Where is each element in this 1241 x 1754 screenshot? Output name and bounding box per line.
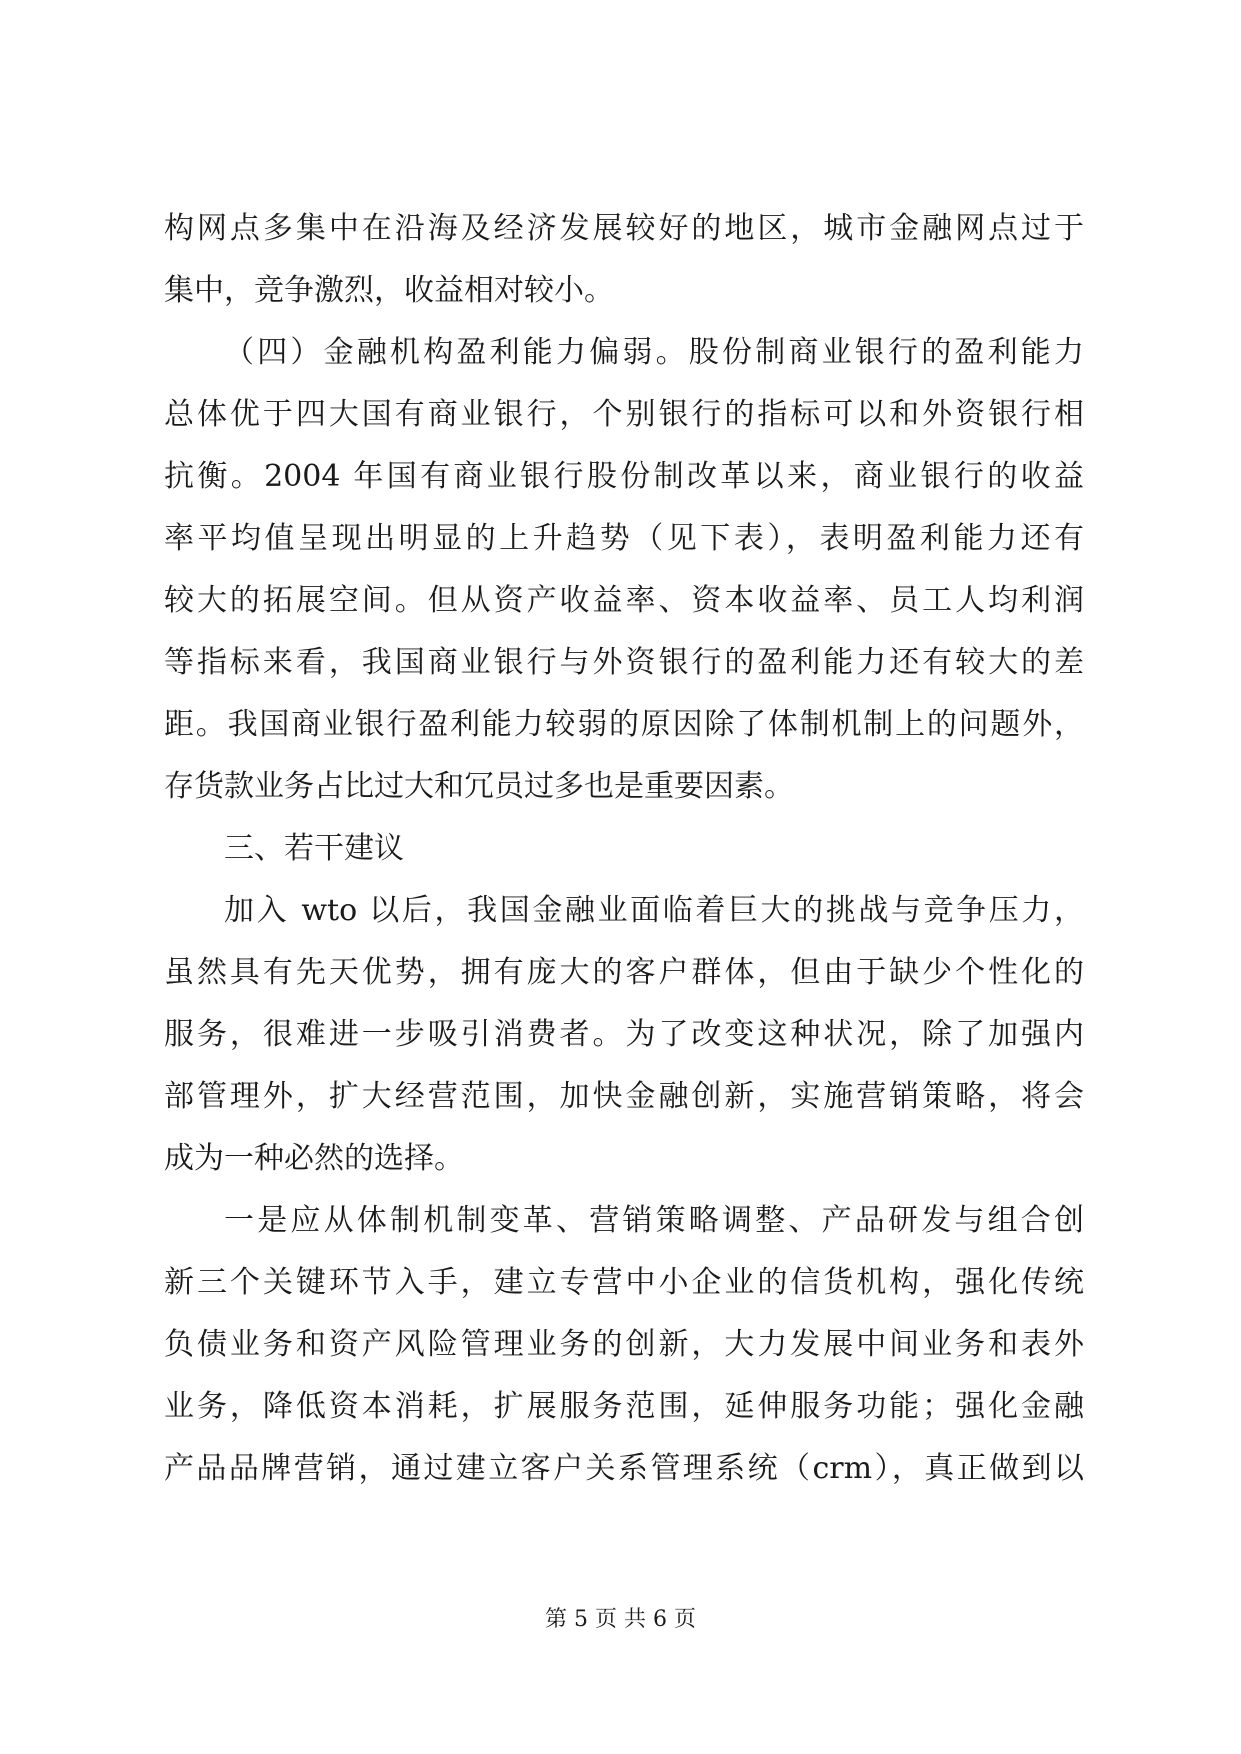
text-line: 抗衡。2004 年国有商业银行股份制改革以来，商业银行的收益: [164, 459, 1084, 494]
text-line: 存货款业务占比过大和冗员过多也是重要因素。: [164, 769, 794, 804]
text-line: 三、若干建议: [224, 831, 404, 866]
text-line: 率平均值呈现出明显的上升趋势（见下表），表明盈利能力还有: [164, 521, 1084, 556]
text-line: 部管理外，扩大经营范围，加快金融创新，实施营销策略，将会: [164, 1079, 1084, 1114]
text-line: 成为一种必然的选择。: [164, 1141, 464, 1176]
text-line: 虽然具有先天优势，拥有庞大的客户群体，但由于缺少个性化的: [164, 955, 1084, 990]
page-footer: 第 5 页 共 6 页: [545, 1607, 696, 1632]
document-body: [164, 198, 1084, 1500]
text-line: 总体优于四大国有商业银行，个别银行的指标可以和外资银行相: [164, 397, 1084, 432]
text-line: 一是应从体制机制变革、营销策略调整、产品研发与组合创: [224, 1203, 1084, 1238]
text-line: 较大的拓展空间。但从资产收益率、资本收益率、员工人均利润: [164, 583, 1084, 618]
text-line: 距。我国商业银行盈利能力较弱的原因除了体制机制上的问题外，: [164, 707, 1084, 742]
text-line: 新三个关键环节入手，建立专营中小企业的信货机构，强化传统: [164, 1265, 1084, 1300]
text-line: 等指标来看，我国商业银行与外资银行的盈利能力还有较大的差: [164, 645, 1084, 680]
text-line: 加入 wto 以后，我国金融业面临着巨大的挑战与竞争压力，: [224, 893, 1084, 928]
text-line: 构网点多集中在沿海及经济发展较好的地区，城市金融网点过于: [164, 211, 1084, 246]
text-line: 服务，很难进一步吸引消费者。为了改变这种状况，除了加强内: [164, 1017, 1084, 1052]
text-line: 集中，竞争激烈，收益相对较小。: [164, 273, 614, 308]
text-line: 负债业务和资产风险管理业务的创新，大力发展中间业务和表外: [164, 1327, 1084, 1362]
text-line: 产品品牌营销，通过建立客户关系管理系统（crm），真正做到以: [164, 1451, 1084, 1486]
text-line: 业务，降低资本消耗，扩展服务范围，延伸服务功能；强化金融: [164, 1389, 1084, 1424]
text-line: （四）金融机构盈利能力偏弱。股份制商业银行的盈利能力: [224, 335, 1084, 370]
